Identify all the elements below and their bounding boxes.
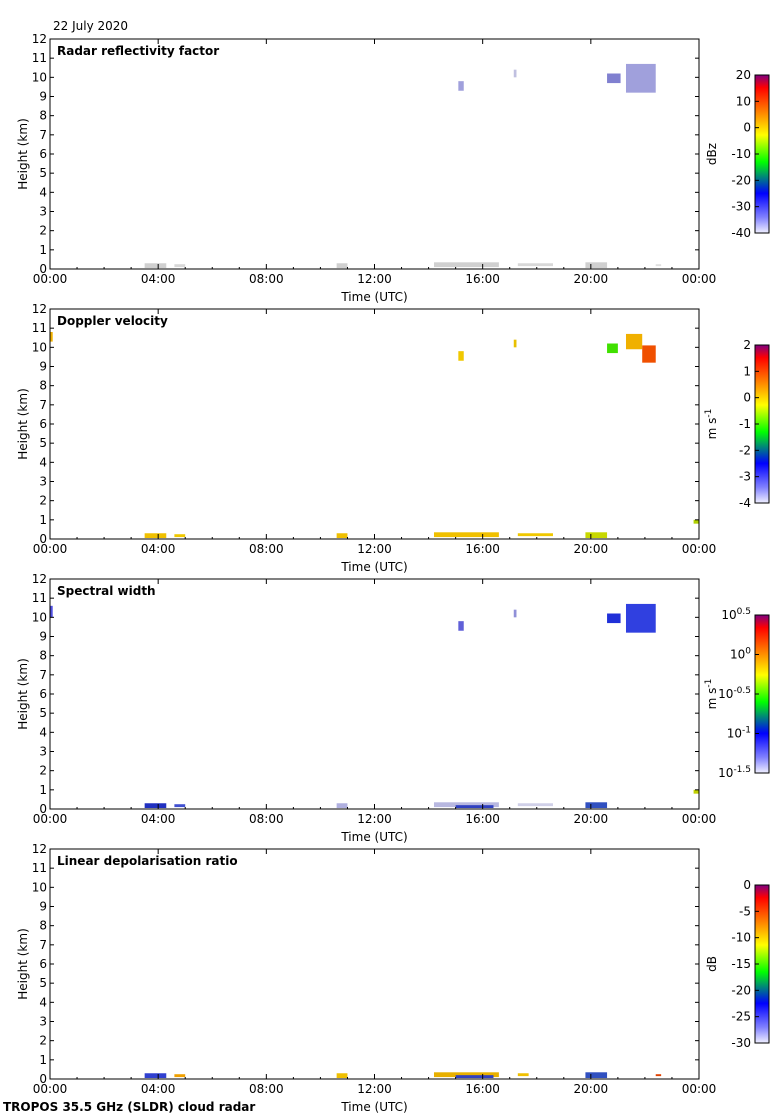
y-tick-label: 6 bbox=[39, 147, 47, 161]
panel-title: Doppler velocity bbox=[57, 314, 168, 328]
data-cell bbox=[585, 262, 607, 268]
data-cell bbox=[458, 81, 463, 91]
y-tick-label: 4 bbox=[39, 455, 47, 470]
y-tick-label: 6 bbox=[39, 417, 47, 431]
data-cell bbox=[585, 532, 607, 538]
data-cell bbox=[514, 340, 517, 348]
x-tick-label: 00:00 bbox=[681, 542, 717, 556]
colorbar-unit: dBz bbox=[705, 142, 719, 166]
x-tick-label: 04:00 bbox=[140, 812, 176, 826]
y-tick-label: 0 bbox=[39, 802, 47, 816]
colorbar-tick-label: -15 bbox=[731, 957, 751, 971]
data-cell bbox=[456, 1075, 494, 1078]
data-cell bbox=[656, 264, 661, 266]
y-tick-label: 2 bbox=[39, 493, 47, 508]
plot-frame bbox=[50, 849, 699, 1079]
y-tick-label: 4 bbox=[39, 725, 47, 740]
x-tick-label: 04:00 bbox=[140, 272, 176, 286]
data-cell bbox=[518, 803, 553, 806]
y-axis-label: Height (km) bbox=[16, 658, 30, 730]
data-layer bbox=[50, 332, 699, 538]
y-tick-label: 9 bbox=[39, 359, 47, 374]
x-tick-label: 20:00 bbox=[573, 1082, 609, 1096]
data-cell bbox=[337, 263, 348, 268]
x-tick-label: 20:00 bbox=[573, 272, 609, 286]
x-tick-label: 20:00 bbox=[573, 812, 609, 826]
x-axis-label: Time (UTC) bbox=[341, 290, 408, 304]
data-cell bbox=[145, 1073, 167, 1078]
x-tick-label: 08:00 bbox=[249, 542, 284, 556]
x-tick-label: 16:00 bbox=[465, 1082, 500, 1096]
colorbar-tick-label: -30 bbox=[731, 199, 751, 214]
y-tick-label: 8 bbox=[39, 378, 47, 393]
x-tick-label: 00:00 bbox=[32, 542, 68, 556]
y-tick-label: 5 bbox=[39, 976, 47, 991]
panel-3 bbox=[16, 572, 769, 844]
data-cell bbox=[518, 1073, 529, 1076]
x-tick-label: 16:00 bbox=[465, 272, 500, 286]
y-tick-label: 10 bbox=[31, 70, 47, 85]
y-tick-label: 7 bbox=[39, 937, 47, 952]
x-tick-label: 00:00 bbox=[32, 1082, 68, 1096]
data-cell bbox=[456, 805, 494, 808]
y-tick-label: 11 bbox=[31, 321, 47, 336]
instrument-label: TROPOS 35.5 GHz (SLDR) cloud radar bbox=[3, 1100, 256, 1114]
colorbar bbox=[704, 607, 769, 780]
x-tick-label: 00:00 bbox=[32, 812, 68, 826]
x-tick-label: 00:00 bbox=[681, 812, 717, 826]
y-tick-label: 5 bbox=[39, 166, 47, 181]
colorbar-tick-label: $10^{0.5}$ bbox=[721, 607, 751, 622]
x-tick-label: 12:00 bbox=[357, 272, 392, 286]
data-cell bbox=[607, 344, 618, 354]
data-cell bbox=[174, 264, 185, 267]
data-cell bbox=[174, 804, 185, 807]
colorbar-tick-label: -3 bbox=[739, 469, 751, 484]
x-tick-label: 00:00 bbox=[32, 272, 68, 286]
data-cell bbox=[145, 803, 167, 808]
colorbar-tick-label: 0 bbox=[743, 878, 751, 892]
data-cell bbox=[694, 790, 699, 794]
colorbar-tick-label: -25 bbox=[731, 1009, 751, 1024]
y-tick-label: 7 bbox=[39, 397, 47, 412]
x-tick-label: 12:00 bbox=[357, 812, 392, 826]
x-tick-label: 16:00 bbox=[465, 812, 500, 826]
colorbar-tick-label: -40 bbox=[731, 226, 751, 240]
colorbar-tick-label: -4 bbox=[739, 496, 751, 510]
y-tick-label: 9 bbox=[39, 629, 47, 644]
colorbar bbox=[704, 338, 769, 510]
y-tick-label: 1 bbox=[39, 512, 47, 527]
y-tick-label: 3 bbox=[39, 204, 47, 219]
colorbar-tick-label: -2 bbox=[739, 443, 751, 458]
x-tick-label: 08:00 bbox=[249, 272, 284, 286]
data-cell bbox=[174, 1074, 185, 1077]
y-tick-label: 5 bbox=[39, 706, 47, 721]
colorbar-unit: m $s^{-1}$ bbox=[704, 678, 719, 710]
colorbar-tick-label: -20 bbox=[731, 983, 751, 998]
data-cell bbox=[656, 1074, 661, 1076]
y-tick-label: 6 bbox=[39, 687, 47, 701]
data-cell bbox=[514, 610, 517, 618]
data-layer bbox=[50, 604, 699, 808]
y-tick-label: 0 bbox=[39, 262, 47, 276]
x-axis-label: Time (UTC) bbox=[341, 1100, 408, 1114]
data-cell bbox=[337, 1073, 348, 1078]
y-tick-label: 0 bbox=[39, 532, 47, 546]
y-tick-label: 3 bbox=[39, 474, 47, 489]
colorbar-tick-label: 0 bbox=[743, 120, 751, 135]
y-tick-label: 12 bbox=[31, 32, 47, 46]
panel-1 bbox=[16, 32, 769, 304]
colorbar-tick-label: -30 bbox=[731, 1036, 751, 1050]
colorbar-unit: m $s^{-1}$ bbox=[704, 408, 719, 440]
colorbar-tick-label: 20 bbox=[735, 68, 751, 82]
y-tick-label: 12 bbox=[31, 572, 47, 586]
colorbar-tick-label: -10 bbox=[731, 930, 751, 945]
colorbar-tick-label: 2 bbox=[743, 338, 751, 352]
y-tick-label: 7 bbox=[39, 667, 47, 682]
y-tick-label: 7 bbox=[39, 127, 47, 142]
panel-title: Spectral width bbox=[57, 584, 156, 598]
data-layer bbox=[145, 1072, 661, 1078]
panel-4 bbox=[16, 842, 769, 1114]
colorbar-tick-label: $10^{-0.5}$ bbox=[718, 686, 751, 701]
colorbar-tick-label: $10^{-1.5}$ bbox=[718, 765, 751, 780]
colorbar-tick-label: -10 bbox=[731, 147, 751, 161]
y-tick-label: 2 bbox=[39, 763, 47, 778]
plot-frame bbox=[50, 39, 699, 269]
y-tick-label: 2 bbox=[39, 1033, 47, 1048]
y-tick-label: 12 bbox=[31, 302, 47, 316]
x-tick-label: 08:00 bbox=[249, 812, 284, 826]
data-cell bbox=[458, 621, 463, 631]
colorbar-tick-label: $10^{-1}$ bbox=[726, 725, 751, 741]
data-cell bbox=[694, 520, 699, 524]
x-axis-label: Time (UTC) bbox=[341, 560, 408, 574]
data-cell bbox=[626, 334, 642, 349]
data-cell bbox=[174, 534, 185, 537]
plot-frame bbox=[50, 579, 699, 809]
y-tick-label: 4 bbox=[39, 995, 47, 1010]
data-cell bbox=[145, 533, 167, 538]
y-tick-label: 10 bbox=[31, 880, 47, 895]
y-tick-label: 2 bbox=[39, 223, 47, 238]
x-tick-label: 04:00 bbox=[140, 1082, 176, 1096]
y-tick-label: 8 bbox=[39, 108, 47, 123]
y-tick-label: 8 bbox=[39, 918, 47, 933]
data-cell bbox=[518, 263, 553, 266]
y-tick-label: 5 bbox=[39, 436, 47, 451]
data-cell bbox=[626, 64, 656, 93]
y-tick-label: 1 bbox=[39, 782, 47, 797]
data-cell bbox=[434, 262, 499, 267]
data-cell bbox=[607, 614, 621, 624]
y-tick-label: 0 bbox=[39, 1072, 47, 1086]
y-tick-label: 3 bbox=[39, 744, 47, 759]
x-tick-label: 08:00 bbox=[249, 1082, 284, 1096]
colorbar-tick-label: -1 bbox=[739, 417, 751, 431]
colorbar bbox=[705, 68, 769, 240]
x-tick-label: 12:00 bbox=[357, 1082, 392, 1096]
y-tick-label: 11 bbox=[31, 51, 47, 66]
data-cell bbox=[514, 70, 517, 78]
colorbar-unit: dB bbox=[705, 956, 719, 972]
colorbar-tick-label: -20 bbox=[731, 173, 751, 188]
data-cell bbox=[607, 74, 621, 84]
colorbar-tick-label: 1 bbox=[743, 364, 751, 379]
y-tick-label: 4 bbox=[39, 185, 47, 200]
x-tick-label: 20:00 bbox=[573, 542, 609, 556]
panel-title: Linear depolarisation ratio bbox=[57, 854, 238, 868]
y-tick-label: 1 bbox=[39, 242, 47, 257]
y-tick-label: 10 bbox=[31, 340, 47, 355]
y-tick-label: 1 bbox=[39, 1052, 47, 1067]
colorbar-tick-label: 0 bbox=[743, 390, 751, 405]
y-tick-label: 10 bbox=[31, 610, 47, 625]
colorbar bbox=[705, 878, 769, 1050]
data-layer bbox=[145, 64, 661, 268]
x-tick-label: 00:00 bbox=[681, 1082, 717, 1096]
y-tick-label: 12 bbox=[31, 842, 47, 856]
x-tick-label: 16:00 bbox=[465, 542, 500, 556]
y-tick-label: 9 bbox=[39, 89, 47, 104]
date-label: 22 July 2020 bbox=[53, 19, 129, 33]
colorbar-tick-label: -5 bbox=[739, 904, 751, 919]
data-cell bbox=[337, 533, 348, 538]
x-tick-label: 12:00 bbox=[357, 542, 392, 556]
data-cell bbox=[585, 802, 607, 808]
data-cell bbox=[337, 803, 348, 808]
panel-2 bbox=[16, 302, 769, 574]
plot-frame bbox=[50, 309, 699, 539]
y-axis-label: Height (km) bbox=[16, 928, 30, 1000]
data-cell bbox=[642, 345, 656, 362]
colorbar-tick-label: $10^0$ bbox=[729, 646, 751, 662]
y-tick-label: 11 bbox=[31, 591, 47, 606]
y-tick-label: 6 bbox=[39, 957, 47, 971]
data-cell bbox=[145, 263, 167, 268]
x-axis-label: Time (UTC) bbox=[341, 830, 408, 844]
y-axis-label: Height (km) bbox=[16, 118, 30, 190]
panel-title: Radar reflectivity factor bbox=[57, 44, 220, 58]
data-cell bbox=[626, 604, 656, 633]
y-tick-label: 3 bbox=[39, 1014, 47, 1029]
data-cell bbox=[434, 532, 499, 537]
data-cell bbox=[518, 533, 553, 536]
colorbar-tick-label: 10 bbox=[735, 94, 751, 109]
y-tick-label: 9 bbox=[39, 899, 47, 914]
x-tick-label: 04:00 bbox=[140, 542, 176, 556]
y-tick-label: 8 bbox=[39, 648, 47, 663]
data-cell bbox=[585, 1072, 607, 1078]
data-cell bbox=[458, 351, 463, 361]
x-tick-label: 00:00 bbox=[681, 272, 717, 286]
y-tick-label: 11 bbox=[31, 861, 47, 876]
y-axis-label: Height (km) bbox=[16, 388, 30, 460]
